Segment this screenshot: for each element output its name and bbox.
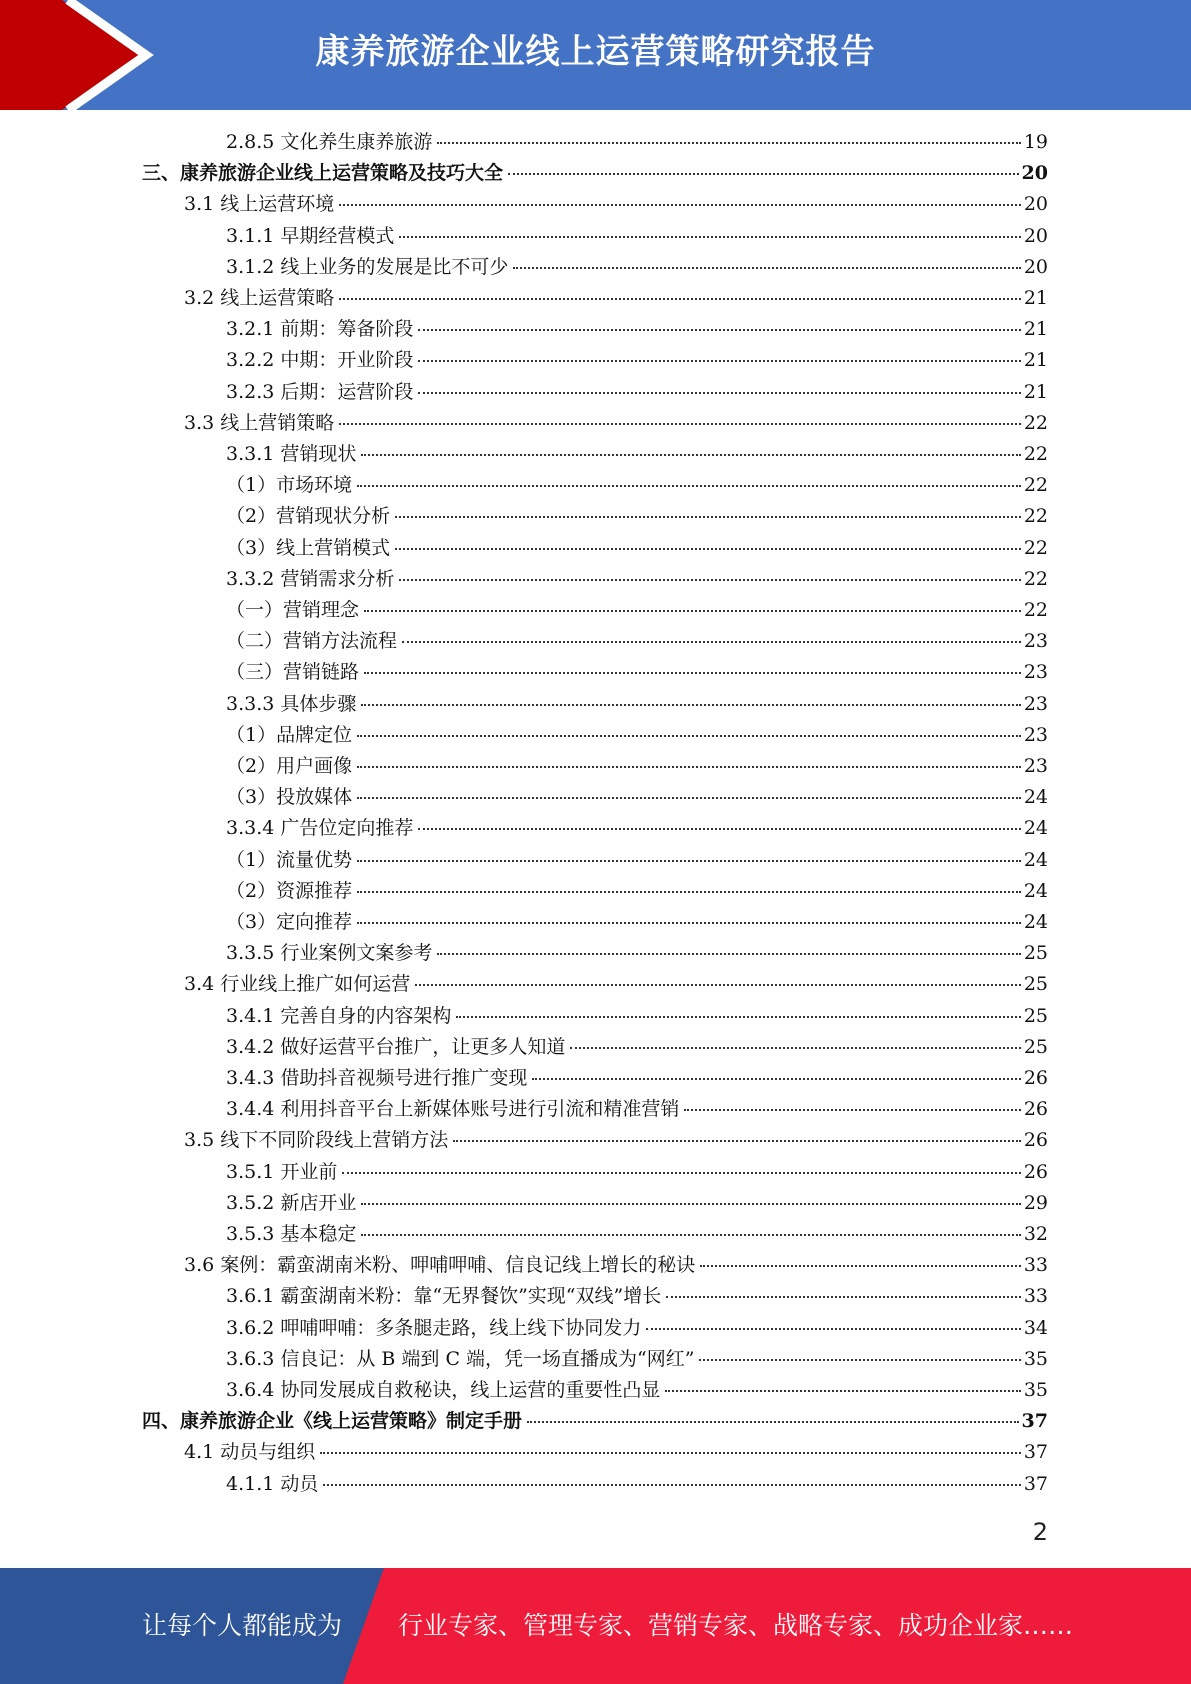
toc-leader-dots [357, 766, 1021, 768]
page-number: 2 [1032, 1518, 1048, 1546]
toc-entry-label: 三、康养旅游企业线上运营策略及技巧大全 [142, 162, 504, 185]
toc-entry-page: 22 [1023, 599, 1048, 621]
toc-leader-dots [364, 610, 1021, 612]
toc-entry-page: 24 [1023, 786, 1048, 809]
toc-entry-page: 22 [1023, 443, 1048, 465]
toc-leader-dots [437, 953, 1020, 955]
toc-entry-label: 3.5.3 基本稳定 [226, 1223, 357, 1245]
toc-entry-page: 24 [1023, 879, 1048, 902]
toc-entry-label: 3.2.2 中期：开业阶段 [226, 349, 414, 372]
toc-entry[interactable] [226, 564, 1048, 594]
toc-entry-label: 4.1 动员与组织 [184, 1441, 316, 1464]
toc-leader-dots [361, 704, 1020, 706]
toc-entry-label: 3.6.3 信良记：从 B 端到 C 端，凭一场直播成为“网红” [226, 1347, 695, 1370]
toc-entry-label: 3.6.2 呷哺呷哺：多条腿走路，线上线下协同发力 [226, 1316, 642, 1339]
toc-leader-dots [646, 1328, 1020, 1330]
toc-entry-label: （1）市场环境 [226, 474, 353, 497]
toc-entry[interactable] [226, 1281, 1048, 1311]
toc-entry-label: 3.3 线上营销策略 [184, 411, 335, 434]
toc-entry[interactable] [226, 533, 1048, 563]
toc-entry[interactable] [184, 1437, 1048, 1467]
toc-leader-dots [666, 1296, 1021, 1298]
toc-entry-page: 23 [1023, 755, 1048, 777]
toc-entry[interactable] [226, 1001, 1048, 1031]
toc-entry[interactable] [226, 127, 1048, 157]
toc-entry-label: 3.6.4 协同发展成自救秘诀，线上运营的重要性凸显 [226, 1379, 661, 1401]
toc-entry-label: （三）营销链路 [226, 661, 360, 684]
toc-leader-dots [665, 1390, 1020, 1392]
toc-entry[interactable] [226, 845, 1048, 875]
toc-entry-label: 3.3.5 行业案例文案参考 [226, 942, 433, 965]
toc-entry[interactable] [184, 283, 1048, 313]
toc-entry-page: 20 [1023, 224, 1048, 247]
toc-entry-label: 3.1 线上运营环境 [184, 193, 335, 216]
toc-entry[interactable] [142, 1406, 1048, 1436]
header-title: 康养旅游企业线上运营策略研究报告 [315, 32, 876, 72]
toc-entry-label: （2）资源推荐 [226, 879, 353, 902]
toc-entry-label: 3.5 线下不同阶段线上营销方法 [184, 1129, 449, 1152]
toc-entry[interactable] [226, 314, 1048, 344]
toc-leader-dots [402, 641, 1021, 643]
toc-leader-dots [532, 1078, 1020, 1080]
toc-entry[interactable] [184, 408, 1048, 438]
toc-leader-dots [453, 1140, 1021, 1142]
toc-leader-dots [399, 579, 1020, 581]
toc-entry[interactable] [226, 1063, 1048, 1093]
toc-entry-page: 26 [1023, 1067, 1048, 1089]
toc-entry-label: 3.2.3 后期：运营阶段 [226, 380, 414, 403]
toc-leader-dots [395, 548, 1021, 550]
toc-entry-label: 3.6 案例：霸蛮湖南米粉、呷哺呷哺、信良记线上增长的秘诀 [184, 1254, 696, 1277]
toc-entry[interactable] [226, 1469, 1048, 1499]
toc-entry[interactable] [184, 1250, 1048, 1280]
toc-entry-page: 35 [1023, 1379, 1048, 1401]
toc-leader-dots [357, 797, 1021, 799]
toc-entry-label: 3.5.2 新店开业 [226, 1191, 357, 1214]
toc-entry-page: 22 [1023, 411, 1048, 434]
toc-leader-dots [339, 204, 1021, 206]
toc-leader-dots [684, 1109, 1020, 1111]
toc-leader-dots [357, 485, 1021, 487]
toc-leader-dots [357, 891, 1021, 893]
toc-entry[interactable] [226, 1313, 1048, 1343]
toc-leader-dots [339, 423, 1021, 425]
toc-entry-page: 33 [1023, 1254, 1048, 1277]
toc-entry-label: 3.3.4 广告位定向推荐 [226, 817, 414, 840]
toc-leader-dots [357, 860, 1021, 862]
toc-entry-page: 37 [1023, 1441, 1048, 1464]
toc-entry-label: （2）用户画像 [226, 755, 353, 777]
toc-entry[interactable] [226, 720, 1048, 750]
toc-entry-label: 3.4.1 完善自身的内容架构 [226, 1004, 452, 1027]
toc-leader-dots [456, 1016, 1020, 1018]
toc-entry-page: 23 [1023, 630, 1048, 653]
toc-entry[interactable] [226, 470, 1048, 500]
toc-leader-dots [395, 516, 1021, 518]
toc-leader-dots [415, 984, 1021, 986]
toc-entry-label: （3）定向推荐 [226, 911, 353, 933]
toc-entry-page: 25 [1023, 1035, 1048, 1058]
toc-entry-label: （1）流量优势 [226, 848, 353, 871]
toc-entry[interactable] [226, 595, 1048, 625]
toc-entry-label: 4.1.1 动员 [226, 1472, 319, 1495]
toc-entry-label: 3.3.3 具体步骤 [226, 692, 357, 715]
toc-entry-label: 3.2 线上运营策略 [184, 287, 335, 309]
toc-entry-page: 19 [1023, 131, 1048, 153]
toc-entry-page: 35 [1023, 1347, 1048, 1370]
toc-entry-page: 26 [1023, 1160, 1048, 1183]
toc-leader-dots [527, 1421, 1019, 1423]
toc-leader-dots [320, 1452, 1021, 1454]
toc-entry-page: 24 [1023, 817, 1048, 840]
toc-entry-page: 21 [1023, 349, 1048, 372]
toc-entry-page: 23 [1023, 723, 1048, 746]
toc-entry-page: 22 [1023, 505, 1048, 528]
toc-entry[interactable] [226, 1219, 1048, 1249]
toc-entry-page: 20 [1023, 193, 1048, 216]
toc-leader-dots [418, 392, 1020, 394]
toc-entry[interactable] [184, 1125, 1048, 1155]
toc-entry[interactable] [226, 501, 1048, 531]
toc-entry[interactable] [226, 439, 1048, 469]
toc-leader-dots [700, 1265, 1021, 1267]
toc-entry-page: 21 [1023, 380, 1048, 403]
toc-entry-page: 22 [1023, 536, 1048, 559]
toc-entry-label: 3.1.1 早期经营模式 [226, 224, 395, 247]
toc-leader-dots [357, 922, 1021, 924]
toc-entry[interactable] [226, 938, 1048, 968]
toc-entry-page: 26 [1023, 1129, 1048, 1152]
toc-entry-page: 25 [1023, 973, 1048, 996]
toc-leader-dots [323, 1484, 1020, 1486]
toc-entry-page: 29 [1023, 1191, 1048, 1214]
toc-entry[interactable] [184, 969, 1048, 999]
toc-leader-dots [357, 735, 1021, 737]
toc-entry[interactable] [226, 221, 1048, 251]
toc-entry-label: （3）投放媒体 [226, 786, 353, 809]
toc-entry-page: 22 [1023, 567, 1048, 590]
page-header [0, 0, 1191, 110]
toc-entry-page: 21 [1023, 318, 1048, 341]
toc-entry-label: 3.1.2 线上业务的发展是比不可少 [226, 255, 509, 278]
toc-entry[interactable] [142, 158, 1048, 188]
toc-entry-label: 2.8.5 文化养生康养旅游 [226, 131, 433, 153]
toc-entry-label: （1）品牌定位 [226, 723, 353, 746]
toc-entry-label: 3.4.2 做好运营平台推广，让更多人知道 [226, 1035, 566, 1058]
toc-leader-dots [513, 267, 1020, 269]
toc-entry-page: 23 [1023, 661, 1048, 684]
toc-leader-dots [364, 672, 1021, 674]
toc-entry[interactable] [226, 345, 1048, 375]
footer-slogan: 让每个人都能成为 [142, 1611, 343, 1640]
toc-entry-label: 四、康养旅游企业《线上运营策略》制定手册 [142, 1410, 523, 1433]
page-footer [0, 1568, 1191, 1684]
toc-entry[interactable] [226, 626, 1048, 656]
toc-entry-page: 37 [1021, 1410, 1048, 1433]
toc-entry-page: 25 [1023, 942, 1048, 965]
toc-entry[interactable] [226, 1094, 1048, 1124]
toc-entry-page: 33 [1023, 1285, 1048, 1308]
toc-entry[interactable] [226, 657, 1048, 687]
toc-leader-dots [418, 329, 1020, 331]
toc-leader-dots [361, 454, 1020, 456]
toc-entry[interactable] [226, 782, 1048, 812]
toc-entry-label: （2）营销现状分析 [226, 505, 391, 528]
toc-leader-dots [361, 1203, 1020, 1205]
toc-entry-page: 37 [1023, 1472, 1048, 1495]
toc-entry[interactable] [226, 1032, 1048, 1062]
toc-entry-page: 21 [1023, 287, 1048, 309]
toc-entry-label: 3.3.1 营销现状 [226, 443, 357, 465]
toc-entry-page: 25 [1023, 1004, 1048, 1027]
toc-entry[interactable] [226, 252, 1048, 282]
toc-leader-dots [342, 1172, 1020, 1174]
toc-entry-label: 3.3.2 营销需求分析 [226, 567, 395, 590]
toc-leader-dots [508, 173, 1019, 175]
toc-entry[interactable] [226, 1157, 1048, 1187]
toc-entry[interactable] [226, 751, 1048, 781]
toc-leader-dots [399, 236, 1020, 238]
toc-entry-page: 20 [1023, 255, 1048, 278]
toc-leader-dots [570, 1047, 1020, 1049]
toc-entry-label: 3.4.3 借助抖音视频号进行推广变现 [226, 1067, 528, 1089]
toc-entry-page: 20 [1021, 162, 1048, 185]
toc-leader-dots [418, 360, 1020, 362]
toc-entry-label: 3.2.1 前期：筹备阶段 [226, 318, 414, 341]
toc-entry-page: 22 [1023, 474, 1048, 497]
toc-entry-page: 24 [1023, 848, 1048, 871]
toc-entry-label: 3.6.1 霸蛮湖南米粉：靠“无界餐饮”实现“双线”增长 [226, 1285, 662, 1308]
toc-leader-dots [361, 1234, 1020, 1236]
toc-entry-page: 24 [1023, 911, 1048, 933]
toc-entry-page: 32 [1023, 1223, 1048, 1245]
toc-entry[interactable] [226, 907, 1048, 937]
footer-roles: 行业专家、管理专家、营销专家、战略专家、成功企业家…… [398, 1611, 1074, 1640]
toc-entry[interactable] [226, 876, 1048, 906]
toc-entry[interactable] [226, 813, 1048, 843]
toc-entry[interactable] [226, 689, 1048, 719]
toc-entry-page: 23 [1023, 692, 1048, 715]
toc-entry[interactable] [184, 189, 1048, 219]
toc-entry-page: 26 [1023, 1098, 1048, 1121]
toc-leader-dots [339, 298, 1021, 300]
toc-entry-label: 3.4 行业线上推广如何运营 [184, 973, 411, 996]
toc-entry-label: （二）营销方法流程 [226, 630, 398, 653]
toc-entry[interactable] [226, 1188, 1048, 1218]
toc-entry-label: 3.4.4 利用抖音平台上新媒体账号进行引流和精准营销 [226, 1098, 680, 1121]
toc-entry[interactable] [226, 1344, 1048, 1374]
toc-entry-label: （一）营销理念 [226, 599, 360, 621]
toc-leader-dots [699, 1359, 1020, 1361]
toc-leader-dots [418, 828, 1020, 830]
toc-entry-page: 34 [1023, 1316, 1048, 1339]
toc-entry-label: 3.5.1 开业前 [226, 1160, 338, 1183]
toc-entry[interactable] [226, 1375, 1048, 1405]
toc-entry-label: （3）线上营销模式 [226, 536, 391, 559]
toc-entry[interactable] [226, 377, 1048, 407]
toc-leader-dots [437, 142, 1020, 144]
